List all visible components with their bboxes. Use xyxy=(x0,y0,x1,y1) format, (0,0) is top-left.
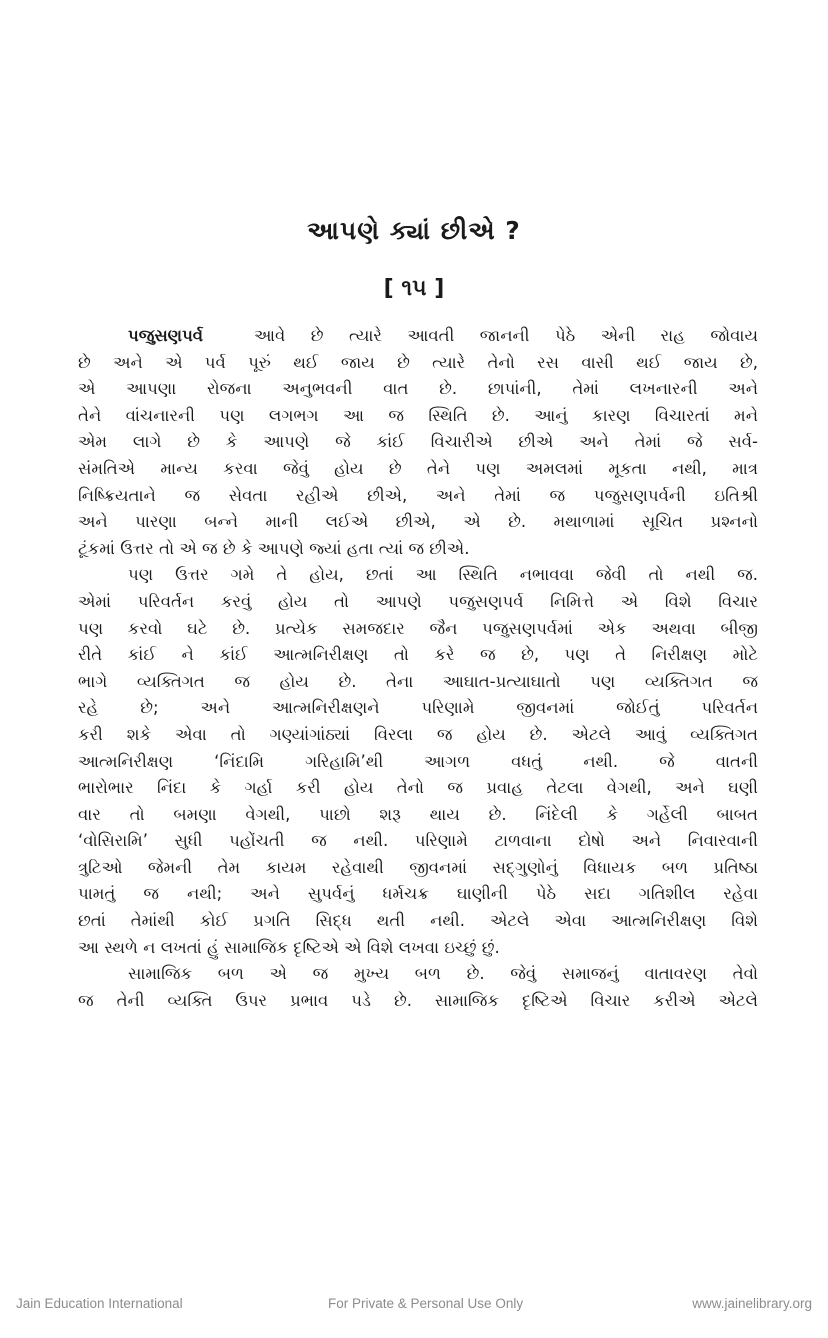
paragraph-2-line-8: આત્મનિરીક્ષણ ‘નિંદામિ ગરિહામિ’થી આગળ વધતું નથી. જે વાતની xyxy=(78,751,758,771)
bold-lead-term: પજુસણપર્વ xyxy=(128,326,204,345)
paragraph-2-line-6: રહે છે; અને આત્મનિરીક્ષણને પરિણામે જીવનમાં જોઈતું પરિવર્તન xyxy=(78,698,758,718)
paragraph-2-line-9: ભારોભાર નિંદા કે ગર્હા કરી હોય તેનો જ પ્રવાહ તેટલા વેગથી, અને ઘણી xyxy=(78,778,758,798)
paragraph-3-line-2: જ તેની વ્યક્તિ ઉપર પ્રભાવ પડે છે. સામાજિક દૃષ્ટિએ વિચાર કરીએ એટલે xyxy=(78,990,758,1010)
paragraph-1-line-6: સંમતિએ માન્ય કરવા જેવું હોય છે તેને પણ અમલમાં મૂકતા નથી, માત્ર xyxy=(78,458,758,478)
paragraph-2-line-7: કરી શકે એવા તો ગણ્યાંગાંઠ્યાં વિરલા જ હોય છે. એટલે આવું વ્યક્તિગત xyxy=(78,724,758,744)
paragraph-2-line-4: રીતે કાંઈ ને કાંઈ આત્મનિરીક્ષણ તો કરે જ છે, પણ તે નિરીક્ષણ મોટે xyxy=(78,645,758,665)
paragraph-2-line-14: છતાં તેમાંથી કોઈ પ્રગતિ સિદ્ધ થતી નથી. એટલે એવા આત્મનિરીક્ષણ વિશે xyxy=(78,911,758,931)
paragraph-2-line-1: પણ ઉત્તર ગમે તે હોય, છતાં આ સ્થિતિ નભાવવા જેવી તો નથી જ. xyxy=(128,565,758,585)
paragraph-2-line-2: એમાં પરિવર્તન કરવું હોય તો આપણે પજુસણપર્વ નિમિત્તે એ વિશે વિચાર xyxy=(78,591,758,611)
paragraph-2-line-11: ‘વોસિરામિ’ સુધી પહોંચતી જ નથી. પરિણામે ટાળવાના દોષો અને નિવારવાની xyxy=(78,831,758,851)
chapter-title: આપણે ક્યાં છીએ ? xyxy=(307,216,521,245)
paragraph-2-line-5: ભાગે વ્યક્તિગત જ હોય છે. તેના આઘાત-પ્રત્યાઘાતો પણ વ્યક્તિગત જ xyxy=(78,671,758,691)
paragraph-2-line-3: પણ કરવો ઘટે છે. પ્રત્યેક સમજદાર જૈન પજુસણપર્વમાં એક અથવા બીજી xyxy=(78,618,758,638)
paragraph-1-line-3: એ આપણા રોજના અનુભવની વાત છે. છાપાંની, તેમાં લખનારની અને xyxy=(78,379,758,399)
paragraph-2-line-12: ત્રુટિઓ જેમની તેમ કાયમ રહેવાથી જીવનમાં સદ્ગુણોનું વિધાયક બળ પ્રતિષ્ઠા xyxy=(78,857,758,877)
body-text xyxy=(78,323,758,1014)
paragraph-2-line-13: પામતું જ નથી; અને સુપર્વનું ધર્મચક્ર ઘાણીની પેઠે સદા ગતિશીલ રહેવા xyxy=(78,884,758,904)
paragraph-1-line-7: નિષ્ક્રિયતાને જ સેવતા રહીએ છીએ, અને તેમાં જ પજુસણપર્વની ઇતિશ્રી xyxy=(78,485,758,505)
paragraph-2-line-15: આ સ્થળે ન લખતાં હું સામાજિક દૃષ્ટિએ એ વિશે લખવા ઇચ્છું છું. xyxy=(78,937,500,957)
paragraph-3-line-1: સામાજિક બળ એ જ મુખ્ય બળ છે. જેવું સમાજનું વાતાવરણ તેવો xyxy=(128,964,758,984)
paragraph-1-line-9: ટૂંકમાં ઉત્તર તો એ જ છે કે આપણે જ્યાં હતા ત્યાં જ છીએ. xyxy=(78,538,470,558)
paragraph-1-line-5: એમ લાગે છે કે આપણે જે કાંઈ વિચારીએ છીએ અને તેમાં જે સર્વ- xyxy=(78,432,758,452)
footer xyxy=(0,1296,828,1318)
paragraph-1-line-8: અને પારણા બન્ને માની લઈએ છીએ, એ છે. મથાળામાં સૂચિત પ્રશ્નનો xyxy=(78,512,758,532)
paragraph-2-line-10: વાર તો બમણા વેગથી, પાછો શરૂ થાય છે. નિંદેલી કે ગર્હેલી બાબત xyxy=(78,804,758,824)
footer-usage-notice: For Private & Personal Use Only xyxy=(328,1296,524,1311)
paragraph-1-line-1: પજુસણપર્વ આવે છે ત્યારે આવતી જાનની પેઠે એની રાહ જોવાય xyxy=(128,326,758,345)
footer-website-link[interactable]: www.jainelibrary.org xyxy=(692,1296,812,1311)
paragraph-1-line-2: છે અને એ પર્વ પૂરું થઈ જાય છે ત્યારે તેનો રસ વાસી થઈ જાય છે, xyxy=(78,352,758,372)
chapter-number: [ ૧૫ ] xyxy=(383,276,445,301)
footer-publisher: Jain Education International xyxy=(16,1296,183,1311)
paragraph-1-line-4: તેને વાંચનારની પણ લગભગ આ જ સ્થિતિ છે. આનું કારણ વિચારતાં મને xyxy=(78,405,758,425)
